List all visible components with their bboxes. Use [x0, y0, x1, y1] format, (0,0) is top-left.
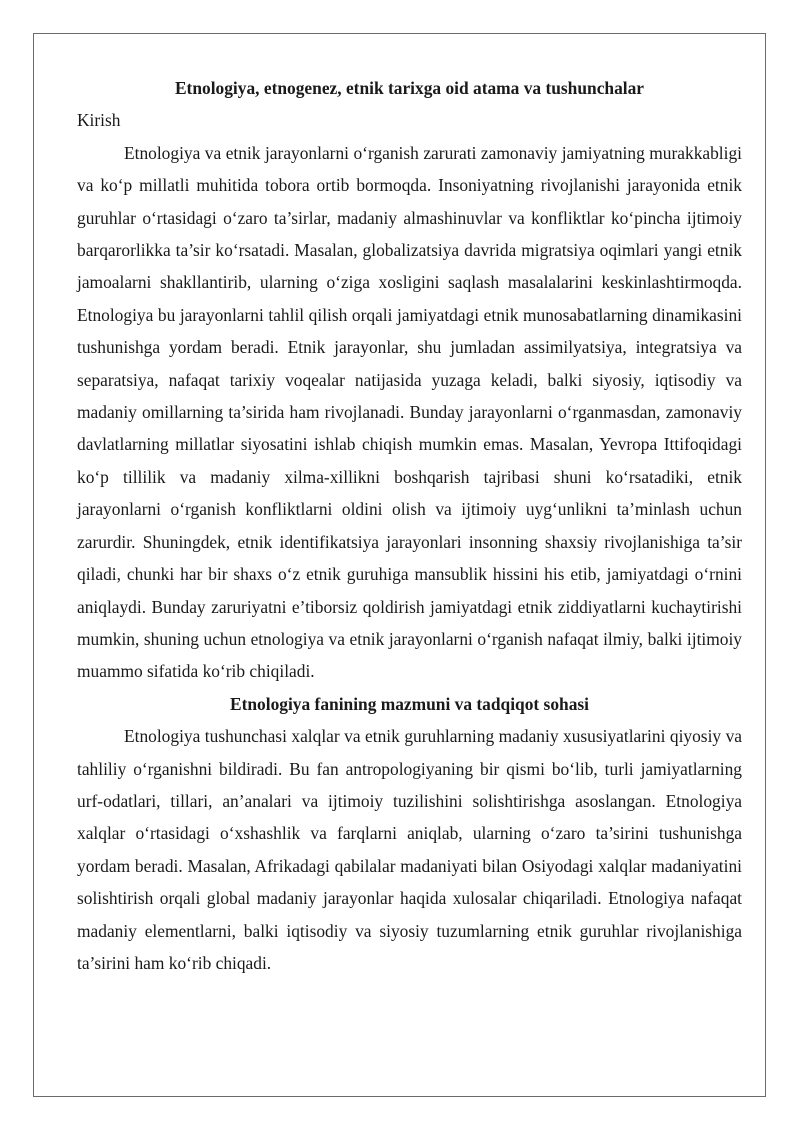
intro-label: Kirish — [77, 110, 121, 131]
intro-paragraph: Etnologiya va etnik jarayonlarni o‘rganish zarurati zamonaviy jamiyatning murakkabligi va ko‘p millatli muhitida tobora ortib bormoqda. Insoniyatning rivojlanishi jarayonida etnik guruhlar o‘rtasidagi o‘zaro ta’sirlar, madaniy almashinuvlar va konfliktlar ko‘pincha ijtimoiy barqarorlikka ta’sir ko‘rsatadi. Masalan, globalizatsiya davrida migratsiya oqimlari yangi etnik jamoalarni shakllantirib, ularning o‘ziga xosligini saqlash masalalarini keskinlashtirmoqda. Etnologiya bu jarayonlarni tahlil qilish orqali jamiyatdagi etnik munosabatlarning dinamikasini tushunishga yordam beradi. Etnik jarayonlar, shu jumladan assimilyatsiya, integratsiya va separatsiya, nafaqat tarixiy voqealar natijasida yuzaga keladi, balki siyosiy, iqtisodiy va madaniy omillarning ta’sirida ham rivojlanadi. Bunday jarayonlarni o‘rganmasdan, zamonaviy davlatlarning millatlar siyosatini ishlab chiqish mumkin emas. Masalan, Yevropa Ittifoqidagi ko‘p tillilik va madaniy xilma-xillikni boshqarish tajribasi shuni ko‘rsatadiki, etnik jarayonlarni o‘rganish konfliktlarni oldini olish va ijtimoiy uyg‘unlikni ta’minlash uchun zarurdir. Shuningdek, etnik identifikatsiya jarayonlari insonning shaxsiy rivojlanishiga ta’sir qiladi, chunki har bir shaxs o‘z etnik guruhiga mansublik hissini his etib, jamiyatdagi o‘rnini aniqlaydi. Bunday zaruriyatni e’tiborsiz qoldirish jamiyatdagi etnik ziddiyatlarni kuchaytirishi mumkin, shuning uchun etnologiya va etnik jarayonlarni o‘rganish nafaqat ilmiy, balki ijtimoiy muammo sifatida ko‘rib chiqiladi. — [77, 142, 742, 682]
document-title: Etnologiya, etnogenez, etnik tarixga oid atama va tushunchalar — [174, 78, 645, 98]
section-paragraph: Etnologiya tushunchasi xalqlar va etnik guruhlarning madaniy xususiyatlarini qiyosiy va tahliliy o‘rganishni bildiradi. Bu fan antropologiyaning bir qismi bo‘lib, turli jamiyatlarning urf-odatlari, tillari, an’analari va ijtimoiy tuzilishini solishtirishga asoslangan. Etnologiya xalqlar o‘rtasidagi o‘xshashlik va farqlarni aniqlab, ularning o‘zaro ta’sirini tushunishga yordam beradi. Masalan, Afrikadagi qabilalar madaniyati bilan Osiyodagi xalqlar madaniyatini solishtirish orqali global madaniy jarayonlar haqida xulosalar chiqariladi. Etnologiya nafaqat madaniy elementlarni, balki iqtisodiy va siyosiy tuzumlarning etnik guruhlar rivojlanishiga ta’sirini ham ko‘rib chiqadi. — [77, 726, 742, 973]
section-heading: Etnologiya fanining mazmuni va tadqiqot sohasi — [229, 693, 589, 714]
document-body — [77, 72, 742, 979]
